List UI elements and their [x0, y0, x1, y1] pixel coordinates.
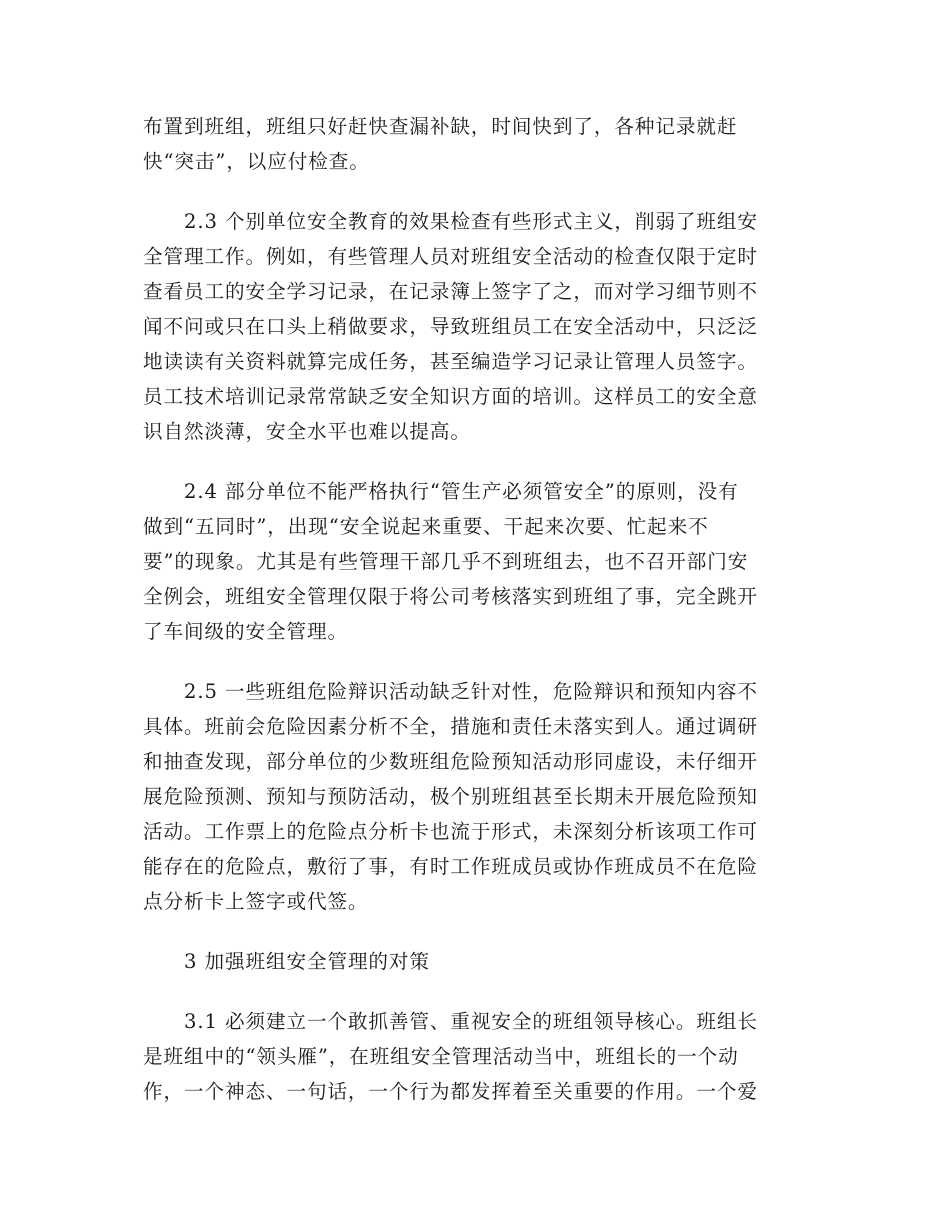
text-line: 地读读有关资料就算完成任务，甚至编造学习记录让管理人员签字。	[143, 350, 758, 373]
text-line: 全管理工作。例如，有些管理人员对班组安全活动的检查仅限于定时	[143, 245, 758, 268]
text-line: 查看员工的安全学习记录，在记录簿上签字了之，而对学习细节则不	[143, 280, 758, 303]
text-line: 展危险预测、预知与预防活动，极个别班组甚至长期未开展危险预知	[143, 785, 758, 808]
text-line: 是班组中的“领头雁”，在班组安全管理活动当中，班组长的一个动	[143, 1045, 739, 1068]
text-line: 快“突击”，以应付检查。	[143, 150, 370, 173]
text-line: 识自然淡薄，安全水平也难以提高。	[143, 420, 471, 443]
text-line: 做到“五同时”，出现“安全说起来重要、干起来次要、忙起来不	[143, 515, 709, 538]
text-line: 布置到班组，班组只好赶快查漏补缺，时间快到了，各种记录就赶	[143, 115, 738, 138]
text-line: 要”的现象。尤其是有些管理干部几乎不到班组去，也不召开部门安	[143, 550, 749, 573]
text-line: 了车间级的安全管理。	[143, 620, 348, 643]
text-line: 和抽查发现，部分单位的少数班组危险预知活动形同虚设，未仔细开	[143, 750, 758, 773]
text-line: 点分析卡上签字或代签。	[143, 890, 369, 913]
text-line: 闻不问或只在口头上稍做要求，导致班组员工在安全活动中，只泛泛	[143, 315, 758, 338]
text-line: 作，一个神态、一句话，一个行为都发挥着至关重要的作用。一个爱	[143, 1080, 758, 1103]
text-line: 活动。工作票上的危险点分析卡也流于形式，未深刻分析该项工作可	[143, 820, 758, 843]
section-heading: 3 加强班组安全管理的对策	[143, 950, 430, 973]
text-line: 能存在的危险点，敷衍了事，有时工作班成员或协作班成员不在危险	[143, 855, 758, 878]
text-line: 员工技术培训记录常常缺乏安全知识方面的培训。这样员工的安全意	[143, 385, 758, 408]
text-line: 2.5 一些班组危险辩识活动缺乏针对性，危险辩识和预知内容不	[143, 680, 758, 703]
text-line: 3.1 必须建立一个敢抓善管、重视安全的班组领导核心。班组长	[143, 1010, 758, 1033]
text-line: 全例会，班组安全管理仅限于将公司考核落实到班组了事，完全跳开	[143, 585, 758, 608]
text-line: 具体。班前会危险因素分析不全，措施和责任未落实到人。通过调研	[143, 715, 758, 738]
text-line: 2.4 部分单位不能严格执行“管生产必须管安全”的原则，没有	[143, 480, 739, 503]
text-line: 2.3 个别单位安全教育的效果检查有些形式主义，削弱了班组安	[143, 210, 758, 233]
